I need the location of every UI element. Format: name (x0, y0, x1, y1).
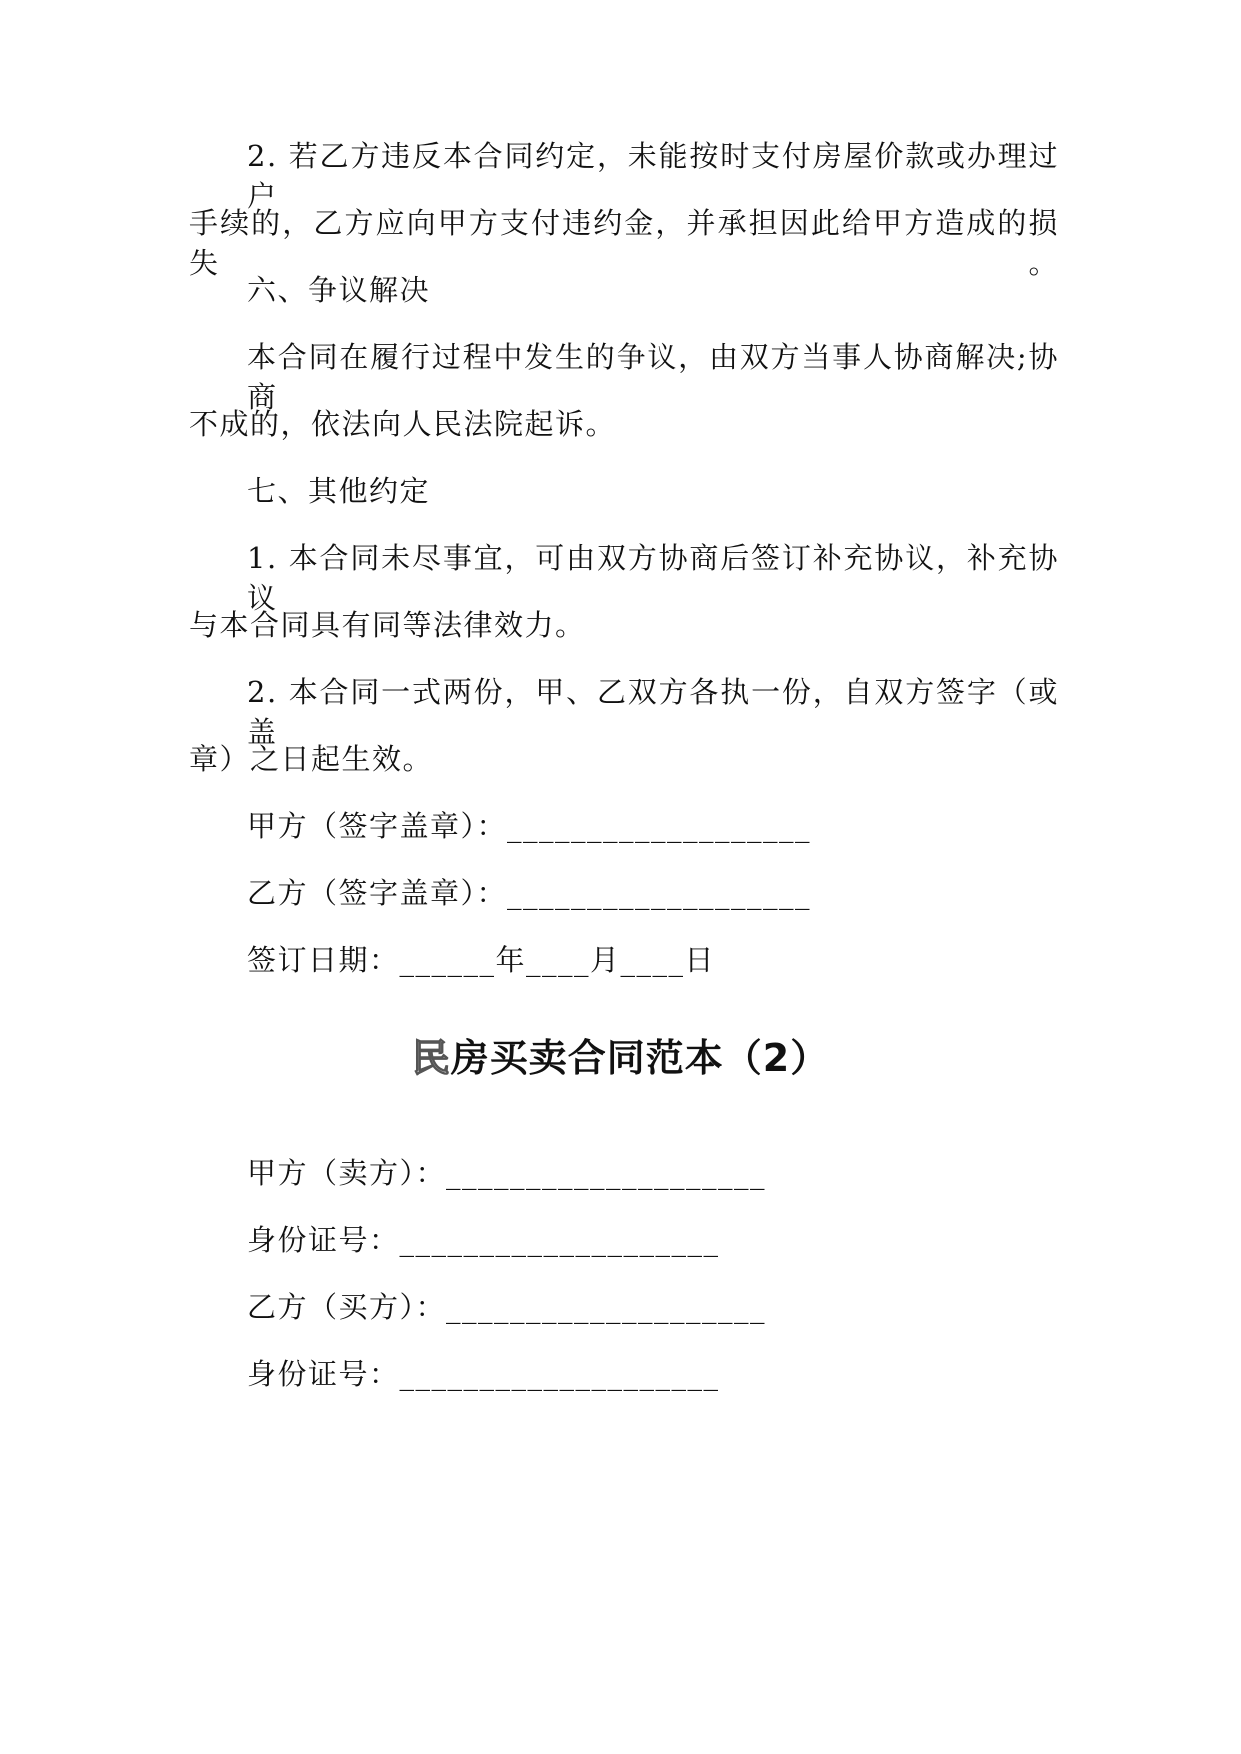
section7-heading: 七、其他约定 (247, 474, 431, 508)
party-b-signature-line: 乙方（签字盖章）：___________________ (247, 876, 812, 910)
buyer-line: 乙方（买方）：____________________ (247, 1290, 767, 1324)
section7-item1-line2: 与本合同具有同等法律效力。 (189, 608, 586, 642)
contract2-title-first-char: 民 (411, 1036, 451, 1080)
buyer-id-line: 身份证号：____________________ (247, 1357, 720, 1391)
section5-item2-line2: 手续的，乙方应向甲方支付违约金，并承担因此给甲方造成的损失。 (189, 206, 1059, 280)
party-a-signature-line: 甲方（签字盖章）：___________________ (247, 809, 812, 843)
seller-line: 甲方（卖方）：____________________ (247, 1156, 767, 1190)
section6-line2: 不成的，依法向人民法院起诉。 (189, 407, 617, 441)
section6-line1: 本合同在履行过程中发生的争议，由双方当事人协商解决;协商 (247, 340, 1059, 414)
section5-item2-line1: 2. 若乙方违反本合同约定，未能按时支付房屋价款或办理过户 (247, 139, 1059, 213)
section7-item2-line2: 章）之日起生效。 (189, 742, 434, 776)
seller-id-line: 身份证号：____________________ (247, 1223, 720, 1257)
contract2-title (0, 1034, 1241, 1082)
section6-heading: 六、争议解决 (247, 273, 431, 307)
section7-item1-line1: 1. 本合同未尽事宜，可由双方协商后签订补充协议，补充协议 (247, 541, 1059, 615)
section7-item2-line1: 2. 本合同一式两份，甲、乙双方各执一份，自双方签字（或盖 (247, 675, 1059, 749)
signing-date-line: 签订日期：______年____月____日 (247, 943, 716, 977)
contract2-title-rest: 房买卖合同范本（2） (450, 1036, 830, 1080)
